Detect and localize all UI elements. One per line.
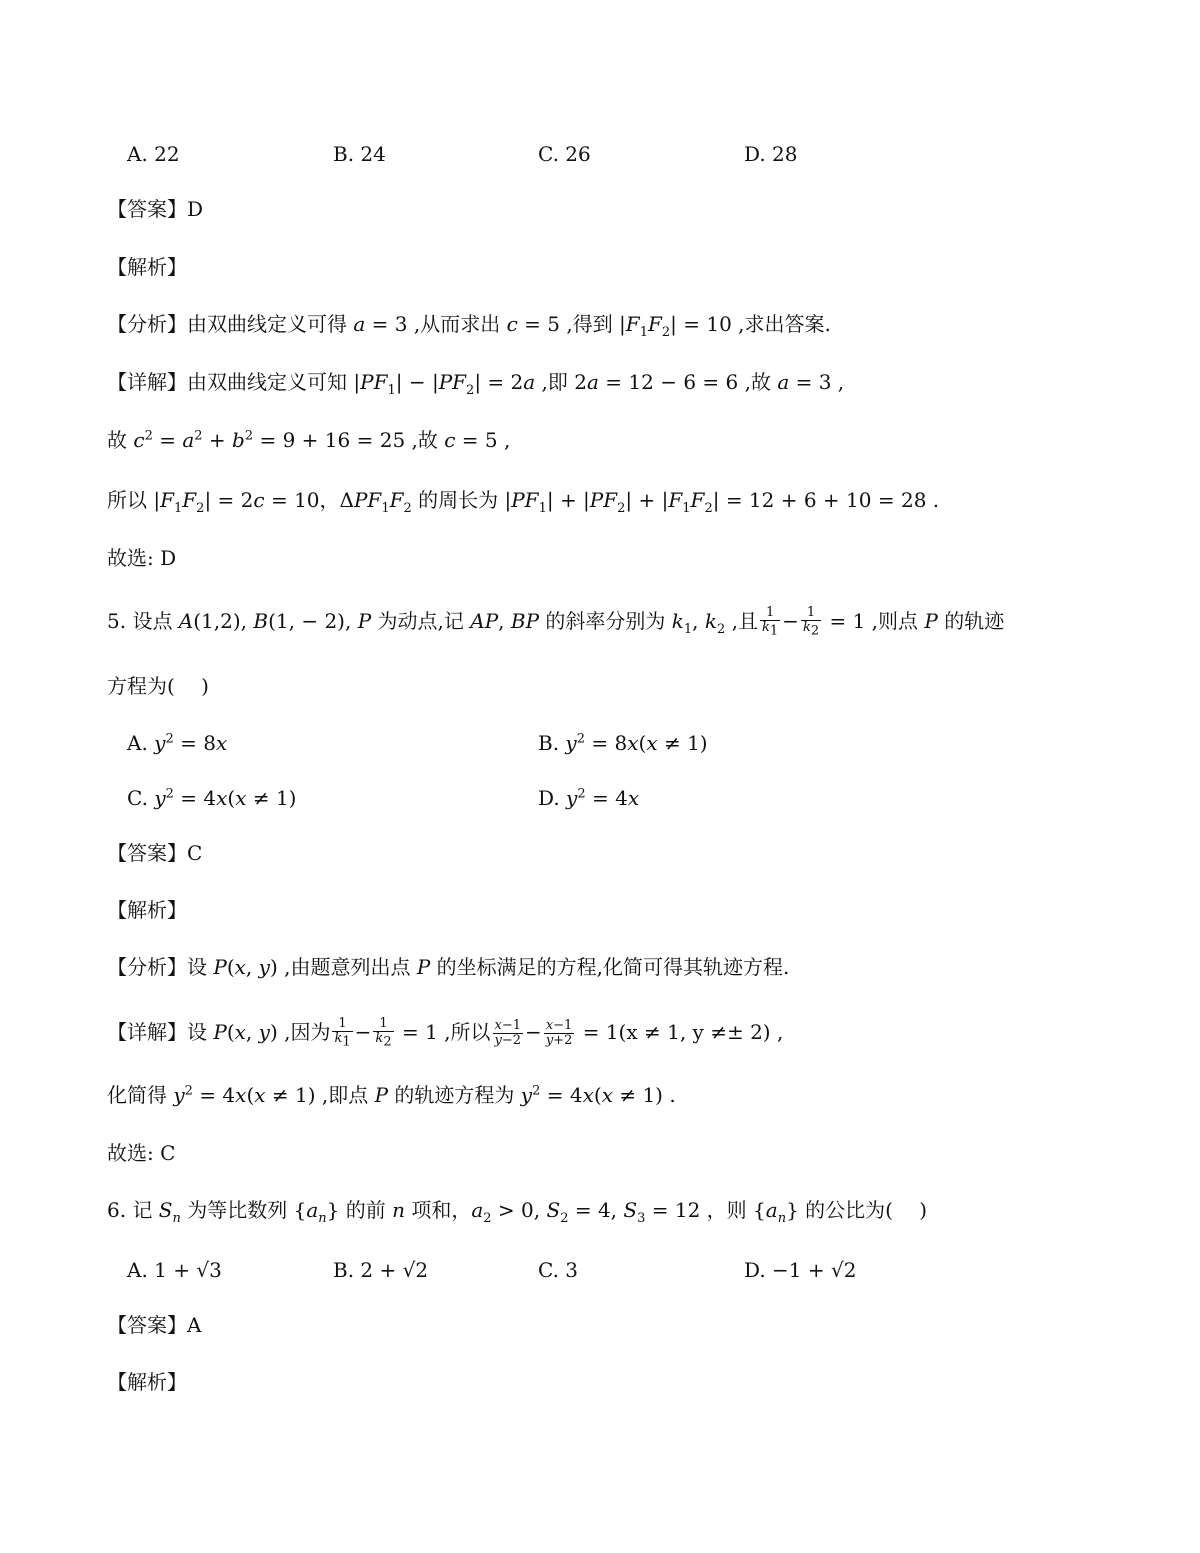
guxuan-line: 故选: D — [107, 546, 177, 570]
q6-option-c: C. 3 — [538, 1258, 579, 1282]
answer-label: 【答案】D — [107, 197, 204, 221]
q6-option-d: D. −1 + √2 — [744, 1258, 857, 1282]
xiangjie-line-3: 所以 $|F_1F_2| = 2c = 10$，$\Delta PF_1F_2$ 的周长为 $|PF_1| + |PF_2| + |F_1F_2| = 12 + 6 + 10 = 28$ . — [107, 488, 940, 516]
option-a: A. 22 — [127, 142, 180, 166]
xiangjie-line-1: 【详解】由双曲线定义可知 $|PF_1| - |PF_2| = 2a$ ,即 2a = 12 − 6 = 6 ,故 a = 3 , — [107, 370, 845, 398]
question-5-stem: 5. 设点 A(1,2), B(1, − 2), P 为动点,记 AP, BP 的斜率分别为 $k_1$, $k_2$ ,且 $\frac{1}{k_1}$ − $\frac{1}{k_2}$ = 1 ,则点 P 的轨迹 — [107, 605, 1005, 639]
q5-option-d: D. $y^2 = 4x$ — [538, 786, 640, 810]
question-5-stem-line2: 方程为( ) — [107, 674, 209, 698]
xiangjie-line-2: 故 $c^2 = a^2 + b^2 = 9 + 16 = 25$ ,故 c = 5 , — [107, 428, 511, 452]
option-d: D. 28 — [744, 142, 798, 166]
fenxi-line: 【分析】由双曲线定义可得 a = 3 ,从而求出 c = 5 ,得到 $|F_1F_2| = 10$ ,求出答案. — [107, 312, 831, 340]
q5-option-a: A. $y^2 = 8x$ — [127, 731, 228, 755]
q6-analysis-label: 【解析】 — [107, 1370, 187, 1394]
q5-option-b: B. $y^2 = 8x(x \ne 1)$ — [538, 731, 708, 755]
question-6-stem: 6. 记 $S_n$ 为等比数列 $\{a_n\}$ 的前 n 项和，$a_2 > 0$, $S_2 = 4$, $S_3 = 12$ ，则 $\{a_n\}$ 的公比为( ) — [107, 1198, 928, 1226]
q5-answer-label: 【答案】C — [107, 841, 203, 865]
q5-guxuan-line: 故选: C — [107, 1141, 176, 1165]
analysis-label: 【解析】 — [107, 255, 187, 279]
q5-fenxi-line: 【分析】设 P(x, y) ,由题意列出点 P 的坐标满足的方程,化简可得其轨迹方程. — [107, 955, 790, 979]
option-b: B. 24 — [333, 142, 386, 166]
option-c: C. 26 — [538, 142, 591, 166]
q6-option-b: B. 2 + √2 — [333, 1258, 429, 1282]
q5-xiangjie-line-1: 【详解】设 P(x, y) ,因为 $\frac{1}{k_1}$ − $\frac{1}{k_2}$ = 1 ,所以 $\frac{x-1}{y-2}$ − $\frac{x-1}{y+2}$ = 1(x ≠ 1, y ≠± 2) , — [107, 1016, 784, 1050]
q5-analysis-label: 【解析】 — [107, 898, 187, 922]
q6-option-a: A. 1 + √3 — [127, 1258, 222, 1282]
q5-option-c: C. $y^2 = 4x(x \ne 1)$ — [127, 786, 297, 810]
q6-answer-label: 【答案】A — [107, 1313, 202, 1337]
q5-xiangjie-line-2: 化简得 $y^2 = 4x(x \ne 1)$ ,即点 P 的轨迹方程为 $y^2 = 4x(x \ne 1)$ . — [107, 1083, 676, 1107]
